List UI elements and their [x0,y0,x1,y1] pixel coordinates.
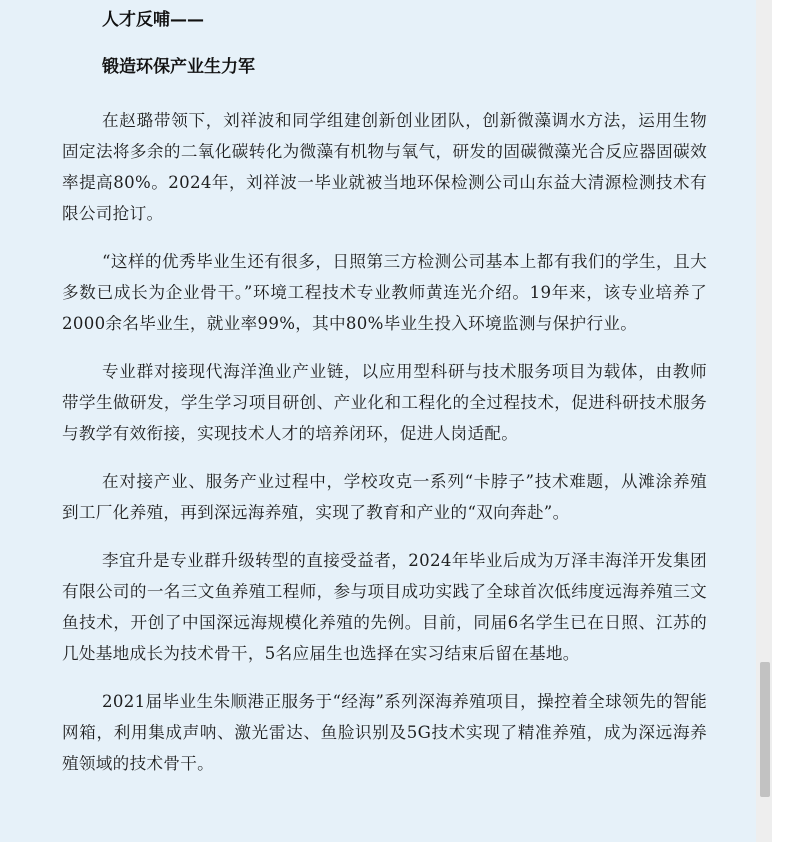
article-body [62,0,707,796]
section-heading-line-2: 锻造环保产业生力军 [102,57,255,77]
paragraph: 在对接产业、服务产业过程中，学校攻克一系列“卡脖子”技术难题，从滩涂养殖到工厂化养殖，再到深远海养殖，实现了教育和产业的“双向奔赴”。 [62,472,707,522]
paragraph: “这样的优秀毕业生还有很多，日照第三方检测公司基本上都有我们的学生，且大多数已成长为企业骨干。”环境工程技术专业教师黄连光介绍。19年来，该专业培养了2000余名毕业生，就业率99%，其中80%毕业生投入环境监测与保护行业。 [62,252,707,333]
section-heading-line-1: 人才反哺—— [102,10,204,30]
paragraph: 李宜升是专业群升级转型的直接受益者，2024年毕业后成为万泽丰海洋开发集团有限公司的一名三文鱼养殖工程师，参与项目成功实践了全球首次低纬度远海养殖三文鱼技术，开创了中国深远海规模化养殖的先例。目前，同届6名学生已在日照、江苏的几处基地成长为技术骨干，5名应届生也选择在实习结束后留在基地。 [62,551,707,663]
vertical-scrollbar[interactable] [756,0,772,842]
window-edge [772,0,790,842]
paragraph: 在赵璐带领下，刘祥波和同学组建创新创业团队，创新微藻调水方法，运用生物固定法将多余的二氧化碳转化为微藻有机物与氧气，研发的固碳微藻光合反应器固碳效率提高80%。2024年，刘祥波一毕业就被当地环保检测公司山东益大清源检测技术有限公司抢订。 [62,111,707,223]
paragraph: 2021届毕业生朱顺港正服务于“经海”系列深海养殖项目，操控着全球领先的智能网箱，利用集成声呐、激光雷达、鱼脸识别及5G技术实现了精准养殖，成为深远海养殖领域的技术骨干。 [62,692,707,773]
scrollbar-thumb[interactable] [760,662,770,797]
paragraph: 专业群对接现代海洋渔业产业链，以应用型科研与技术服务项目为载体，由教师带学生做研发，学生学习项目研创、产业化和工程化的全过程技术，促进科研技术服务与教学有效衔接，实现技术人才的培养闭环，促进人岗适配。 [62,362,707,443]
